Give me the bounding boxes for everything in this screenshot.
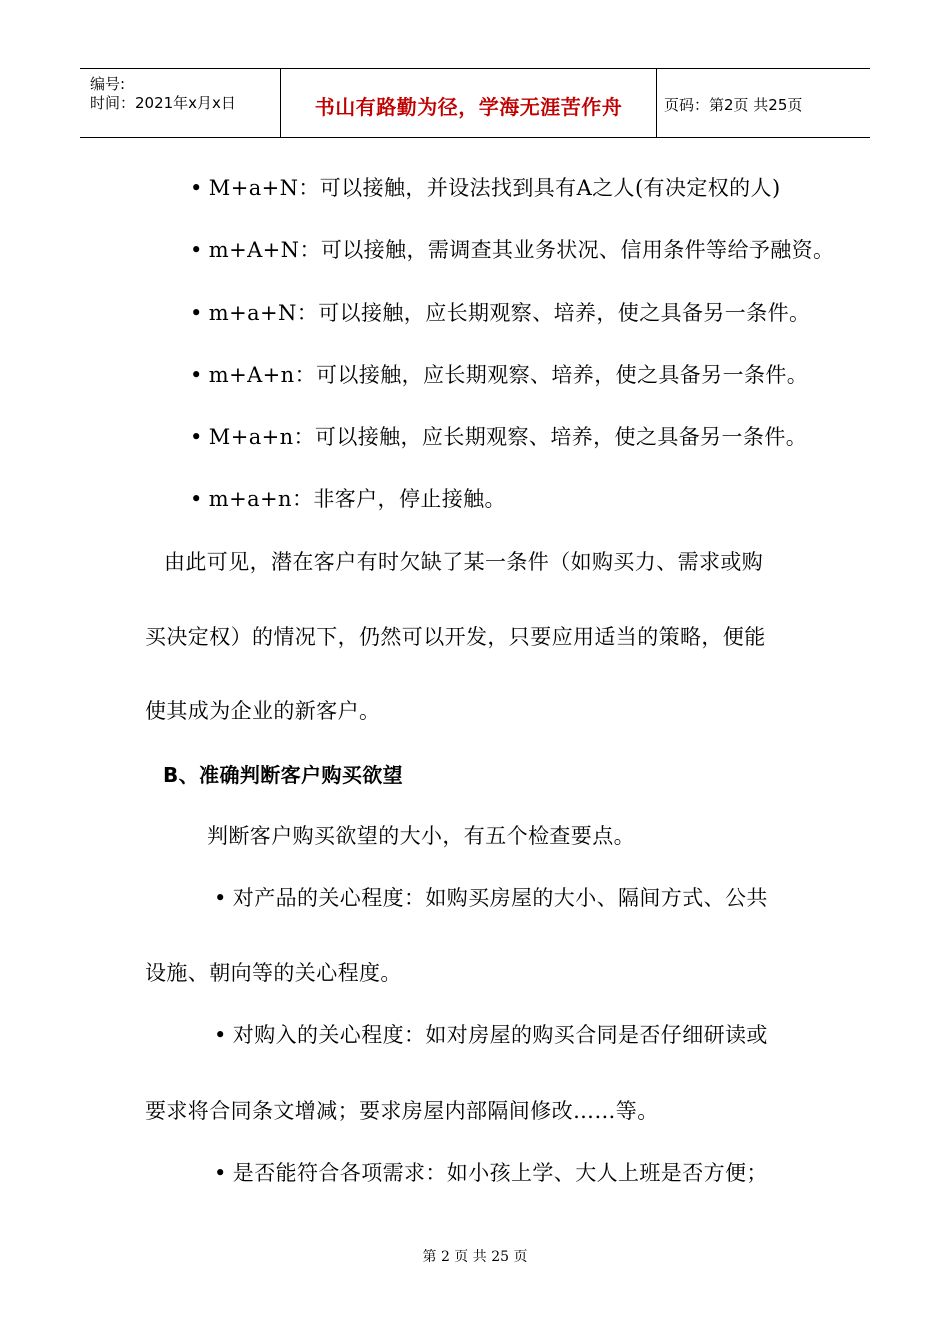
paragraph-line: 买决定权）的情况下，仍然可以开发，只要应用适当的策略，便能 [145, 625, 766, 649]
list-item [190, 297, 810, 327]
list-item-text: m+A+N：可以接触，需调查其业务状况、信用条件等给予融资。 [208, 238, 835, 262]
point-text: 对购入的关心程度：如对房屋的购买合同是否仔细研读或 [232, 1023, 768, 1047]
document-time-label: 时间：2021年x月x日 [90, 94, 236, 112]
header-motto: 书山有路勤为径，学海无涯苦作舟 [314, 95, 623, 119]
bullet: • [190, 425, 203, 449]
bullet: • [190, 487, 203, 511]
list-item [190, 359, 808, 389]
bullet: • [214, 1023, 227, 1047]
list-item [190, 421, 807, 451]
bullet: • [190, 363, 203, 387]
list-item-text: m+a+N：可以接触，应长期观察、培养，使之具备另一条件。 [208, 301, 811, 325]
bullet: • [214, 886, 227, 910]
paragraph-line: 由此可见，潜在客户有时欠缺了某一条件（如购买力、需求或购 [164, 550, 764, 574]
paragraph-line: 使其成为企业的新客户。 [145, 699, 381, 723]
list-item-text: M+a+n：可以接触，应长期观察、培养，使之具备另一条件。 [208, 425, 808, 449]
point-line [214, 1019, 768, 1049]
point-text: 是否能符合各项需求：如小孩上学、大人上班是否方便； [232, 1161, 768, 1185]
section-heading: B、准确判断客户购买欲望 [163, 763, 404, 787]
list-item-text: M+a+N：可以接触，并设法找到具有A之人(有决定权的人) [208, 176, 781, 200]
header-motto-cell [280, 69, 657, 137]
page-header [80, 68, 870, 138]
header-page-cell [656, 69, 870, 137]
bullet: • [190, 301, 203, 325]
bullet: • [214, 1161, 227, 1185]
point-line [214, 1157, 768, 1187]
list-item [190, 483, 506, 513]
list-item [190, 234, 834, 264]
list-item [190, 172, 781, 202]
point-continuation: 设施、朝向等的关心程度。 [145, 961, 402, 985]
point-line [214, 882, 768, 912]
list-item-text: m+a+n：非客户，停止接触。 [208, 487, 506, 511]
point-continuation: 要求将合同条文增减；要求房屋内部隔间修改……等。 [145, 1099, 659, 1123]
intro-text: 判断客户购买欲望的大小，有五个检查要点。 [207, 824, 635, 848]
bullet: • [190, 238, 203, 262]
bullet: • [190, 176, 203, 200]
header-meta-cell [80, 69, 280, 137]
header-page-info: 页码：第2页 共25页 [664, 96, 803, 114]
page-footer: 第 2 页 共 25 页 [422, 1249, 528, 1265]
list-item-text: m+A+n：可以接触，应长期观察、培养，使之具备另一条件。 [208, 363, 809, 387]
document-number-label: 编号: [90, 75, 126, 93]
point-text: 对产品的关心程度：如购买房屋的大小、隔间方式、公共 [232, 886, 768, 910]
